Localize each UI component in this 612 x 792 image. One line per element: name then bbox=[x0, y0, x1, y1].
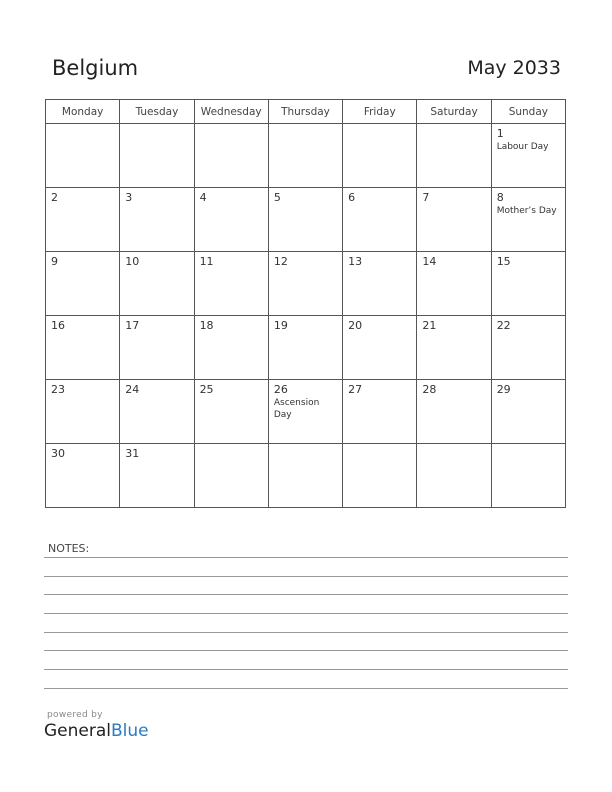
day-cell bbox=[268, 124, 342, 188]
day-cell bbox=[343, 124, 417, 188]
day-number: 13 bbox=[348, 255, 363, 268]
week-row bbox=[46, 188, 566, 252]
day-cell bbox=[194, 188, 268, 252]
day-cell bbox=[120, 444, 194, 508]
day-number: 17 bbox=[125, 319, 140, 332]
day-cell bbox=[46, 252, 120, 316]
day-cell bbox=[194, 252, 268, 316]
brand-logo bbox=[44, 721, 149, 741]
notes-line bbox=[44, 613, 568, 614]
calendar-grid bbox=[45, 99, 566, 508]
day-cell bbox=[268, 316, 342, 380]
notes-line bbox=[44, 557, 568, 558]
powered-by-text: powered by bbox=[47, 710, 103, 720]
weekday-monday: Monday bbox=[46, 100, 120, 124]
holiday-label: Ascension Day bbox=[273, 398, 320, 420]
week-row bbox=[46, 316, 566, 380]
day-number: 24 bbox=[125, 383, 140, 396]
day-cell bbox=[343, 252, 417, 316]
day-number: 4 bbox=[199, 191, 207, 204]
week-row bbox=[46, 124, 566, 188]
day-number: 18 bbox=[199, 319, 214, 332]
day-cell bbox=[491, 252, 565, 316]
day-cell bbox=[120, 380, 194, 444]
day-cell bbox=[343, 316, 417, 380]
day-cell bbox=[491, 380, 565, 444]
day-cell bbox=[194, 380, 268, 444]
month-year-title: May 2033 bbox=[467, 57, 561, 79]
day-cell bbox=[491, 444, 565, 508]
day-number: 16 bbox=[51, 319, 65, 332]
day-cell bbox=[268, 188, 342, 252]
week-row bbox=[46, 380, 566, 444]
day-number: 1 bbox=[496, 127, 504, 140]
day-number: 7 bbox=[422, 191, 430, 204]
day-number: 27 bbox=[348, 383, 363, 396]
weekday-friday: Friday bbox=[343, 100, 417, 124]
day-number: 29 bbox=[496, 383, 511, 396]
day-cell bbox=[46, 380, 120, 444]
day-number: 8 bbox=[496, 191, 504, 204]
notes-line bbox=[44, 669, 568, 670]
day-number: 5 bbox=[273, 191, 281, 204]
weekday-saturday: Saturday bbox=[417, 100, 491, 124]
day-cell bbox=[417, 380, 491, 444]
day-cell bbox=[120, 124, 194, 188]
day-cell bbox=[417, 316, 491, 380]
day-number: 14 bbox=[422, 255, 437, 268]
day-number: 30 bbox=[51, 447, 65, 460]
day-cell bbox=[417, 188, 491, 252]
day-number: 11 bbox=[199, 255, 214, 268]
day-number: 20 bbox=[348, 319, 363, 332]
day-cell bbox=[268, 380, 342, 444]
day-cell bbox=[343, 188, 417, 252]
day-number: 10 bbox=[125, 255, 140, 268]
day-cell bbox=[194, 316, 268, 380]
holiday-label: Mother’s Day bbox=[496, 206, 557, 216]
day-cell bbox=[120, 316, 194, 380]
weekday-wednesday: Wednesday bbox=[194, 100, 268, 124]
weekday-thursday: Thursday bbox=[268, 100, 342, 124]
week-row bbox=[46, 444, 566, 508]
notes-line bbox=[44, 594, 568, 595]
day-cell bbox=[46, 188, 120, 252]
day-number: 3 bbox=[125, 191, 133, 204]
day-number: 21 bbox=[422, 319, 437, 332]
day-cell bbox=[194, 124, 268, 188]
day-number: 19 bbox=[273, 319, 288, 332]
weekday-sunday: Sunday bbox=[491, 100, 565, 124]
notes-line bbox=[44, 650, 568, 651]
day-cell bbox=[46, 124, 120, 188]
brand-blue: Blue bbox=[111, 721, 149, 741]
day-cell bbox=[194, 444, 268, 508]
day-cell bbox=[46, 444, 120, 508]
holiday-label: Labour Day bbox=[496, 142, 549, 152]
brand-general: General bbox=[44, 721, 111, 741]
weekday-tuesday: Tuesday bbox=[120, 100, 194, 124]
day-number: 2 bbox=[51, 191, 58, 204]
day-number: 12 bbox=[273, 255, 288, 268]
notes-label: NOTES: bbox=[48, 542, 90, 555]
day-cell bbox=[268, 444, 342, 508]
week-row bbox=[46, 252, 566, 316]
day-cell bbox=[120, 252, 194, 316]
day-number: 23 bbox=[51, 383, 65, 396]
day-cell bbox=[417, 252, 491, 316]
notes-line bbox=[44, 632, 568, 633]
day-number: 31 bbox=[125, 447, 140, 460]
day-number: 9 bbox=[51, 255, 58, 268]
day-number: 26 bbox=[273, 383, 288, 396]
day-cell bbox=[491, 316, 565, 380]
day-cell bbox=[417, 124, 491, 188]
notes-line bbox=[44, 576, 568, 577]
day-number: 15 bbox=[496, 255, 511, 268]
day-cell bbox=[491, 188, 565, 252]
day-number: 28 bbox=[422, 383, 437, 396]
day-cell bbox=[120, 188, 194, 252]
day-cell bbox=[417, 444, 491, 508]
day-number: 22 bbox=[496, 319, 511, 332]
day-cell bbox=[343, 380, 417, 444]
day-cell bbox=[46, 316, 120, 380]
day-number: 6 bbox=[348, 191, 356, 204]
notes-line bbox=[44, 688, 568, 689]
weekday-header-row bbox=[46, 100, 566, 124]
country-title: Belgium bbox=[52, 56, 139, 80]
day-cell bbox=[268, 252, 342, 316]
day-cell bbox=[491, 124, 565, 188]
day-cell bbox=[343, 444, 417, 508]
day-number: 25 bbox=[199, 383, 214, 396]
